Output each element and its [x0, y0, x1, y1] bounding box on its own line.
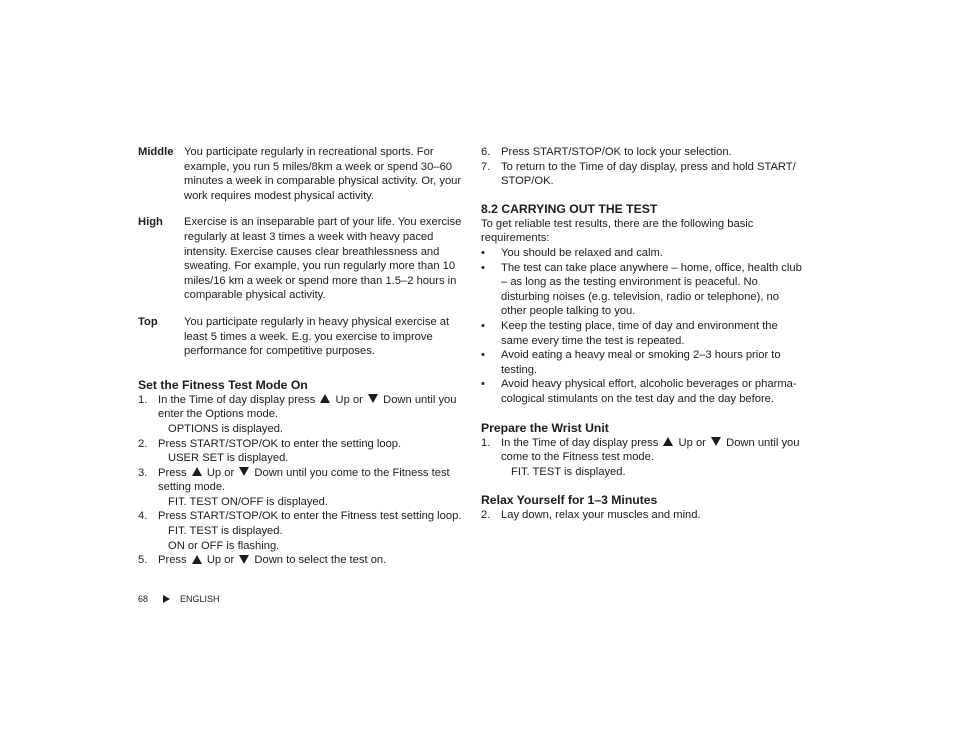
level-high — [138, 215, 464, 303]
step-item: 7. To return to the Time of day display, press and hold START/ STOP/OK. — [481, 160, 796, 188]
step-number: 5. — [138, 554, 148, 567]
page-footer — [138, 592, 220, 607]
list-item: • Avoid heavy physical effort, alcoholic beverages or pharma-cological stimulants on the test day and the day before. — [481, 378, 797, 405]
display-result: USER SET is displayed. — [168, 452, 289, 465]
up-arrow-icon — [192, 555, 202, 564]
right-column — [481, 145, 807, 523]
prepare-steps — [481, 436, 807, 480]
level-middle — [138, 145, 464, 203]
step-item: 2. Press START/STOP/OK to enter the setting loop. USER SET is displayed. — [138, 437, 464, 466]
step-number: 1. — [138, 393, 148, 406]
section-heading-set-mode: Set the Fitness Test Mode On — [138, 377, 308, 392]
bullet: • — [481, 261, 485, 274]
step-number: 2. — [481, 509, 491, 522]
step-item: 4. Press START/STOP/OK to enter the Fitness test setting loop. FIT. TEST is displayed. ON or OFF is flashing. — [138, 509, 464, 553]
relax-steps — [481, 508, 807, 523]
step-item: 2. Lay down, relax your muscles and mind. — [481, 509, 701, 522]
step-item: 3. Press Up or Down until you come to the Fitness test setting mode. FIT. TEST ON/OFF is displayed. — [138, 466, 464, 510]
level-top — [138, 315, 464, 359]
level-term: Top — [138, 315, 158, 328]
level-term: Middle — [138, 146, 174, 158]
down-arrow-icon — [368, 394, 378, 403]
bullet: • — [481, 349, 485, 362]
lock-steps — [481, 145, 807, 189]
list-item: • Keep the testing place, time of day and environment the same every time the test is repeated. — [481, 319, 778, 347]
section-heading-relax: Relax Yourself for 1–3 Minutes — [481, 493, 658, 508]
language-label: ENGLISH — [180, 594, 220, 604]
up-arrow-icon — [663, 437, 673, 446]
down-arrow-icon — [711, 437, 721, 446]
section-heading-prepare: Prepare the Wrist Unit — [481, 420, 609, 435]
step-number: 2. — [138, 437, 148, 450]
display-result: FIT. TEST ON/OFF is displayed. — [168, 495, 328, 508]
down-arrow-icon — [239, 467, 249, 476]
step-number: 1. — [481, 436, 491, 449]
step-number: 6. — [481, 146, 491, 158]
level-description: Exercise is an inseparable part of your life. You exercise regularly at least 3 times a week with heavy paced intensity. Exercise causes clear breathlessness and sweating. For example, you run regularly more than 10 miles/16 km a week or spend more than 1.5–2 hours in comparable physical activity. — [184, 216, 462, 302]
bullet: • — [481, 319, 485, 332]
display-result: FIT. TEST is displayed. — [511, 465, 626, 478]
step-number: 3. — [138, 466, 148, 479]
intro-paragraph: To get reliable test results, there are the following basic requirements: — [481, 217, 754, 245]
page-number: 68 — [138, 594, 149, 604]
display-result: FIT. TEST is displayed. — [168, 525, 283, 538]
bullet: • — [481, 246, 485, 259]
right-triangle-icon — [163, 595, 170, 603]
step-item: 6. Press START/STOP/OK to lock your selection. — [481, 146, 732, 158]
up-arrow-icon — [192, 467, 202, 476]
up-arrow-icon — [320, 394, 330, 403]
step-item: 5. Press Up or Down to select the test on. — [138, 554, 387, 567]
list-item: • The test can take place anywhere – home, office, health club – as long as the testing environment is peaceful. No disturbing noises (e.g. television, radio or telephone), no other people talking to you. — [481, 261, 802, 318]
step-item: 1. In the Time of day display press Up or Down until you enter the Options mode. OPTIONS is displayed. — [138, 393, 464, 437]
step-number: 4. — [138, 510, 148, 523]
list-item: • You should be relaxed and calm. — [481, 246, 663, 259]
left-column — [138, 145, 464, 568]
display-result: OPTIONS is displayed. — [168, 422, 284, 435]
bullet: • — [481, 378, 485, 391]
list-item: • Avoid eating a heavy meal or smoking 2–3 hours prior to testing. — [481, 349, 781, 376]
step-item: 1. In the Time of day display press Up or Down until you come to the Fitness test mode. FIT. TEST is displayed. — [481, 436, 807, 480]
level-description: You participate regularly in heavy physical exercise at least 5 times a week. E.g. you exercise to improve performance for competitive purposes. — [184, 315, 450, 358]
set-mode-steps — [138, 393, 464, 568]
section-heading-carrying-out: 8.2 CARRYING OUT THE TEST — [481, 201, 658, 216]
display-result: ON or OFF is flashing. — [168, 539, 280, 552]
step-number: 7. — [481, 160, 491, 173]
level-description: You participate regularly in recreational sports. For example, you run 5 miles/8km a week or spend 30–60 minutes a week in comparable physical activity. Or, your work requires modest physical activity. — [184, 146, 462, 202]
down-arrow-icon — [239, 555, 249, 564]
level-term: High — [138, 216, 163, 229]
requirements-list — [481, 246, 807, 407]
